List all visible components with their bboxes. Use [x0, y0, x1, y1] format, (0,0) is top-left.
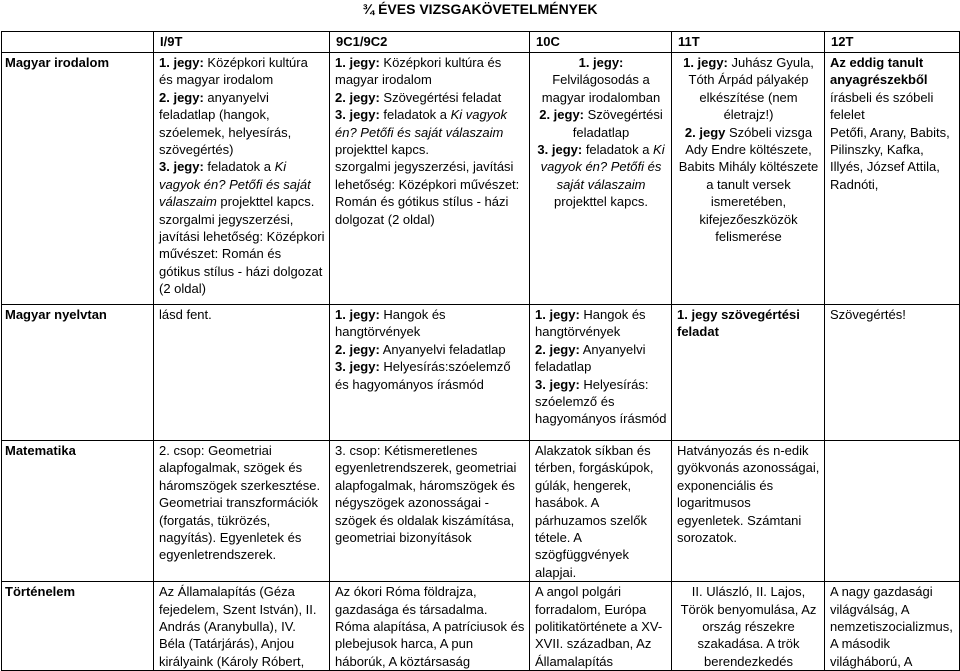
table-row-tortenelem [2, 582, 960, 671]
cell-matek-11t: Hatványozás és n-edik gyökvonás azonosságai, exponenciális és logaritmusos egyenletek. Számtani sorozatok. [672, 441, 825, 582]
cell-matek-10c: Alakzatok síkban és térben, forgáskúpok, gúlák, hengerek, hasábok. A párhuzamos szelők tétele. A szögfüggvények alapjai. [530, 441, 672, 582]
cell-matek-i9t: 2. csop: Geometriai alapfogalmak, szögek és háromszögek szerkesztése. Geometriai transzformációk (forgatás, tükrözés, nagyítás). Egyenletek és egyenletrendszerek. [154, 441, 330, 582]
cell-tortenelem-12t: A nagy gazdasági világválság, A nemzetiszocializmus, A második világháború, A [825, 582, 960, 671]
requirements-table [1, 31, 960, 671]
cell-irodalom-11t: 1. jegy: Juhász Gyula, Tóth Árpád pályakép elkészítése (nem életrajz!) 2. jegy Szóbeli vizsga Ady Endre költészete, Babits Mihály költészete a tanult versek ismeretében, kifejezőeszközök felismerése [672, 53, 825, 305]
header-cell-11t: 11T [672, 32, 825, 53]
cell-irodalom-10c: 1. jegy: Felvilágosodás a magyar irodalomban 2. jegy: Szövegértési feladatlap 3. jegy: feladatok a Ki vagyok én? Petőfi és saját válaszaim projekttel kapcs. [530, 53, 672, 305]
table-row-matematika [2, 441, 960, 582]
subject-cell: Magyar nyelvtan [2, 305, 154, 441]
cell-nyelvtan-10c: 1. jegy: Hangok és hangtörvények 2. jegy: Anyanyelvi feladatlap 3. jegy: Helyesírás: szóelemző és hagyományos írásmód [530, 305, 672, 441]
table-row-nyelvtan [2, 305, 960, 441]
cell-nyelvtan-11t: 1. jegy szövegértési feladat [672, 305, 825, 441]
header-cell-i9t: I/9T [154, 32, 330, 53]
subject-cell: Magyar irodalom [2, 53, 154, 305]
cell-tortenelem-11t: II. Ulászló, II. Lajos, Török benyomulása, Az ország részekre szakadása. A trök berendezkedés [672, 582, 825, 671]
header-cell-12t: 12T [825, 32, 960, 53]
cell-irodalom-9c: 1. jegy: Középkori kultúra és magyar irodalom 2. jegy: Szövegértési feladat 3. jegy: feladatok a Ki vagyok én? Petőfi és saját válaszaim projekttel kapcs. szorgalmi jegyszerzési, javítási lehetőség: Középkori művészet: Román és gótikus stílus - házi dolgozat (2 oldal) [330, 53, 530, 305]
table-header-row [2, 32, 960, 53]
cell-matek-9c: 3. csop: Kétismeretlenes egyenletrendszerek, geometriai alapfogalmak, háromszögek és négyszögek azonosságai - szögek és oldalak kiszámítása, geometriai bizonyítások [330, 441, 530, 582]
header-cell-10c: 10C [530, 32, 672, 53]
table-row-irodalom [2, 53, 960, 305]
cell-tortenelem-9c: Az ókori Róma földrajza, gazdasága és társadalma. Róma alapítása, A patríciusok és plebejusok harca, A pun háborúk, A köztársaság [330, 582, 530, 671]
cell-nyelvtan-9c: 1. jegy: Hangok és hangtörvények 2. jegy: Anyanyelvi feladatlap 3. jegy: Helyesírás:szóelemző és hagyományos írásmód [330, 305, 530, 441]
header-cell-empty [2, 32, 154, 53]
header-cell-9c: 9C1/9C2 [330, 32, 530, 53]
cell-irodalom-12t: Az eddig tanult anyagrészekből írásbeli és szóbeli felelet Petőfi, Arany, Babits, Pilinszky, Kafka, Illyés, József Attila, Radnóti, [825, 53, 960, 305]
subject-cell: Történelem [2, 582, 154, 671]
cell-tortenelem-10c: A angol polgári forradalom, Európa politikatörténete a XV-XVII. században, Az Államalapítás [530, 582, 672, 671]
cell-nyelvtan-12t: Szövegértés! [825, 305, 960, 441]
cell-nyelvtan-i9t: lásd fent. [154, 305, 330, 441]
cell-tortenelem-i9t: Az Államalapítás (Géza fejedelem, Szent István), II. András (Aranybulla), IV. Béla (Tatárjárás), Anjou királyaink (Károly Róbert, [154, 582, 330, 671]
subject-cell: Matematika [2, 441, 154, 582]
cell-matek-12t [825, 441, 960, 582]
page-title: ¾ ÉVES VIZSGAKÖVETELMÉNYEK [362, 1, 598, 17]
cell-irodalom-i9t: 1. jegy: Középkori kultúra és magyar irodalom 2. jegy: anyanyelvi feladatlap (hangok, szóelemek, helyesírás, szövegértés) 3. jegy: feladatok a Ki vagyok én? Petőfi és saját válaszaim projekttel kapcs. szorgalmi jegyszerzési, javítási lehetőség: Középkori művészet: Román és gótikus stílus - házi dolgozat (2 oldal) [154, 53, 330, 305]
